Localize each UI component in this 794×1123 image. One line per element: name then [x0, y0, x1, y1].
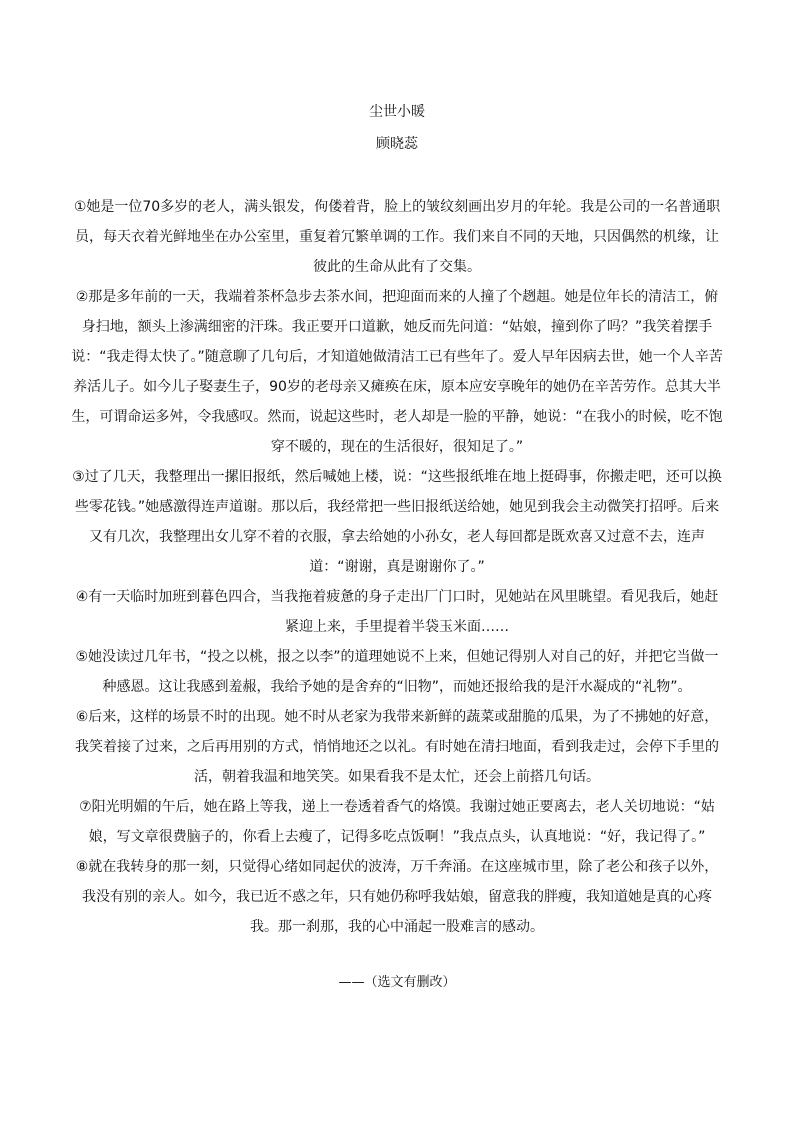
- article-title: 尘世小暖: [369, 104, 425, 120]
- article-author: 顾晓蕊: [376, 136, 418, 152]
- paragraph-4: ④有一天临时加班到暮色四合，当我拖着疲惫的身子走出厂门口时，见她站在风里眺望。看见我后，她赶紧迎上来，手里提着半袋玉米面……: [75, 589, 719, 635]
- paragraph-6: ⑥后来，这样的场景不时的出现。她不时从老家为我带来新鲜的蔬菜或甜脆的瓜果，为了不拂她的好意，我笑着接了过来，之后再用别的方式，悄悄地还之以礼。有时她在清扫地面，看到我走过，会停下手里的活，朝着我温和地笑笑。如果看我不是太忙，还会上前搭几句话。: [75, 709, 719, 785]
- paragraph-7: ⑦阳光明媚的午后，她在路上等我，递上一卷透着香气的烙馍。我谢过她正要离去，老人关切地说：“姑娘，写文章很费脑子的，你看上去瘦了，记得多吃点饭啊！”我点点头，认真地说：“好，我记得了。”: [79, 799, 715, 845]
- paragraph-1: ①她是一位70多岁的老人，满头银发，佝偻着背，脸上的皱纹刻画出岁月的年轮。我是公司的一名普通职员，每天衣着光鲜地坐在办公室里，重复着冗繁单调的工作。我们来自不同的天地，只因偶然的机缘，让彼此的生命从此有了交集。: [73, 199, 721, 275]
- paragraph-3: ③过了几天，我整理出一摞旧报纸，然后喊她上楼，说：“这些报纸堆在地上挺碍事，你搬走吧，还可以换些零花钱。”她感激得连声道谢。那以后，我经常把一些旧报纸送给她，她见到我会主动微笑打招呼。后来又有几次，我整理出女儿穿不着的衣服，拿去给她的小孙女，老人每回都是既欢喜又过意不去，连声道：“谢谢，真是谢谢你了。”: [72, 469, 722, 575]
- source-note: ——（选文有删改）: [338, 975, 456, 990]
- article-body: [70, 192, 724, 942]
- paragraph-8: ⑧就在我转身的那一刻，只觉得心绪如同起伏的波涛，万千奔涌。在这座城市里，除了老公和孩子以外，我没有别的亲人。如今，我已近不惑之年，只有她仍称呼我姑娘，留意我的胖瘦，我知道她是真的心疼我。那一刹那，我的心中涌起一股难言的感动。: [75, 859, 719, 935]
- paragraph-5: ⑤她没读过几年书，“投之以桃，报之以李”的道理她说不上来，但她记得别人对自己的好，并把它当做一种感恩。这让我感到羞赧，我给予她的是舍弃的“旧物”，而她还报给我的是汗水凝成的“礼物”。: [75, 649, 719, 695]
- paragraph-2: ②那是多年前的一天，我端着茶杯急步去茶水间，把迎面而来的人撞了个趔趄。她是位年长的清洁工，俯身扫地，额头上渗满细密的汗珠。我正要开口道歉，她反而先问道：“姑娘，撞到你了吗？”我笑着摆手说：“我走得太快了。”随意聊了几句后，才知道她做清洁工已有些年了。爱人早年因病去世，她一个人辛苦养活儿子。如今儿子娶妻生子，90岁的老母亲又瘫痪在床，原本应安享晚年的她仍在辛苦劳作。总其大半生，可谓命运多舛，令我感叹。然而，说起这些时，老人却是一脸的平静，她说：“在我小的时候，吃不饱穿不暖的，现在的生活很好，很知足了。”: [71, 289, 723, 455]
